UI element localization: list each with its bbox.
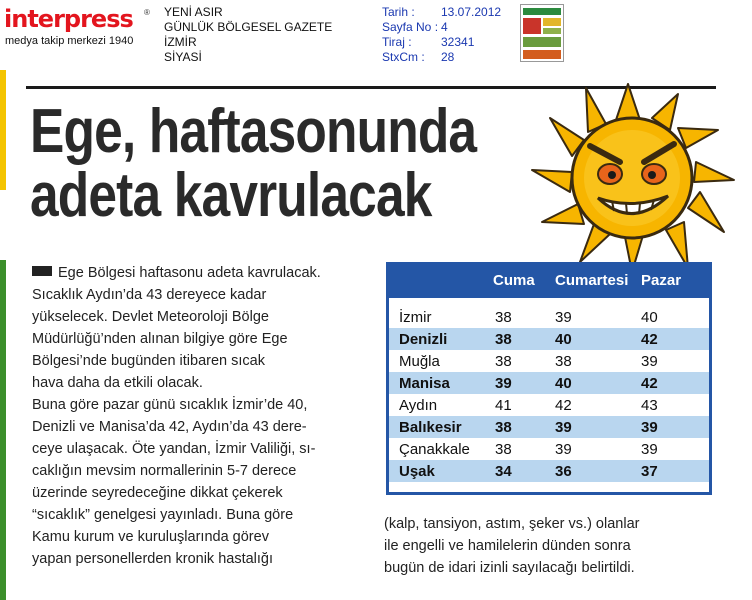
publication-type: GÜNLÜK BÖLGESEL GAZETE bbox=[164, 20, 333, 34]
page-thumbnail[interactable] bbox=[520, 4, 564, 62]
table-row bbox=[389, 372, 709, 394]
meta-labels bbox=[382, 5, 438, 65]
article-line: (kalp, tansiyon, astım, şeker vs.) olanlar bbox=[384, 516, 640, 532]
headline-line-2: adeta kavrulacak bbox=[30, 161, 432, 230]
logo-word: interpress bbox=[4, 5, 133, 33]
article-line: Müdürlüğü’nden alınan bilgiye göre Ege bbox=[32, 331, 288, 347]
row-city: Denizli bbox=[399, 330, 448, 348]
page-label: Sayfa No : bbox=[382, 20, 439, 34]
row-value: 38 bbox=[495, 330, 512, 348]
publication-city: İZMİR bbox=[164, 35, 197, 49]
table-header-sunday: Pazar bbox=[641, 271, 682, 289]
row-city: Uşak bbox=[399, 462, 435, 480]
row-value: 42 bbox=[641, 374, 658, 392]
article-line: caklığın mevsim normallerinin 5-7 derece bbox=[32, 463, 297, 479]
article-line: Kamu kurum ve kuruluşlarında görev bbox=[32, 529, 269, 545]
row-value: 39 bbox=[555, 418, 572, 436]
article-line: üzerinde seyredeceğine dikkat çekerek bbox=[32, 485, 283, 501]
article-line: Ege Bölgesi haftasonu adeta kavrulacak. bbox=[58, 265, 321, 281]
stxcm-label: StxCm : bbox=[382, 50, 425, 64]
table-row bbox=[389, 394, 709, 416]
article-body-left bbox=[32, 262, 372, 570]
article-line: ile engelli ve hamilelerin dünden sonra bbox=[384, 538, 631, 554]
article-body-right bbox=[384, 513, 714, 579]
article-line: Bölgesi’nde bugünden itibaren sıcak bbox=[32, 353, 265, 369]
circulation-value: 32341 bbox=[441, 35, 475, 49]
article-line: Sıcaklık Aydın’da 43 dereyece kadar bbox=[32, 287, 267, 303]
row-city: Muğla bbox=[399, 352, 440, 370]
row-value: 43 bbox=[641, 396, 658, 414]
temperature-table bbox=[386, 262, 712, 495]
article-line: hava daha da etkili olacak. bbox=[32, 375, 203, 391]
row-value: 38 bbox=[555, 352, 572, 370]
row-value: 34 bbox=[495, 462, 512, 480]
date-label: Tarih : bbox=[382, 5, 415, 19]
publication-info bbox=[164, 5, 332, 65]
row-city: Balıkesir bbox=[399, 418, 462, 436]
row-value: 38 bbox=[495, 418, 512, 436]
row-value: 39 bbox=[555, 440, 572, 458]
headline bbox=[30, 97, 477, 230]
row-value: 37 bbox=[641, 462, 658, 480]
meta-values bbox=[441, 5, 501, 65]
article-line: Buna göre pazar günü sıcaklık İzmir’de 40, bbox=[32, 397, 308, 413]
table-row bbox=[389, 328, 709, 350]
table-row bbox=[389, 438, 709, 460]
table-row bbox=[389, 306, 709, 328]
page-value: 4 bbox=[441, 20, 448, 34]
logo-tagline: medya takip merkezi 1940 bbox=[5, 35, 134, 47]
article-line: bugün de idari izinli sayılacağı belirtildi. bbox=[384, 560, 635, 576]
row-value: 41 bbox=[495, 396, 512, 414]
table-header bbox=[389, 262, 709, 298]
row-value: 38 bbox=[495, 308, 512, 326]
page-edge-strip bbox=[0, 70, 6, 600]
article-line: yapan personellerden kronik hastalığı bbox=[32, 551, 274, 567]
row-city: Çanakkale bbox=[399, 440, 470, 458]
logo-registered-mark: ® bbox=[144, 8, 150, 17]
angry-sun-icon bbox=[528, 82, 738, 272]
row-value: 39 bbox=[495, 374, 512, 392]
circulation-label: Tiraj : bbox=[382, 35, 412, 49]
row-value: 38 bbox=[495, 352, 512, 370]
article-line: yükselecek. Devlet Meteoroloji Bölge bbox=[32, 309, 269, 325]
table-header-saturday: Cumartesi bbox=[555, 271, 629, 289]
table-row bbox=[389, 350, 709, 372]
headline-line-1: Ege, haftasonunda bbox=[30, 97, 477, 166]
row-value: 38 bbox=[495, 440, 512, 458]
table-body bbox=[389, 298, 709, 492]
table-header-friday: Cuma bbox=[493, 271, 535, 289]
article-line: ceye ulaşacak. Öte yandan, İzmir Valiliği, sı- bbox=[32, 441, 316, 457]
row-value: 40 bbox=[555, 330, 572, 348]
date-value: 13.07.2012 bbox=[441, 5, 502, 19]
row-value: 39 bbox=[555, 308, 572, 326]
publication-name: YENİ ASIR bbox=[164, 5, 223, 19]
row-city: Manisa bbox=[399, 374, 450, 392]
row-city: İzmir bbox=[399, 308, 432, 326]
row-value: 42 bbox=[641, 330, 658, 348]
row-value: 40 bbox=[555, 374, 572, 392]
article-line: “sıcaklık” genelgesi yayınladı. Buna göre bbox=[32, 507, 294, 523]
row-value: 40 bbox=[641, 308, 658, 326]
stxcm-value: 28 bbox=[441, 50, 455, 64]
publication-category: SİYASİ bbox=[164, 50, 202, 64]
row-value: 42 bbox=[555, 396, 572, 414]
lead-bar-icon bbox=[32, 266, 52, 276]
article-line: Denizli ve Manisa’da 42, Aydın’da 43 dere- bbox=[32, 419, 307, 435]
row-value: 39 bbox=[641, 352, 658, 370]
row-value: 39 bbox=[641, 440, 658, 458]
table-row bbox=[389, 460, 709, 482]
table-row bbox=[389, 416, 709, 438]
row-value: 39 bbox=[641, 418, 658, 436]
row-value: 36 bbox=[555, 462, 572, 480]
row-city: Aydın bbox=[399, 396, 438, 414]
interpress-logo bbox=[4, 5, 154, 51]
